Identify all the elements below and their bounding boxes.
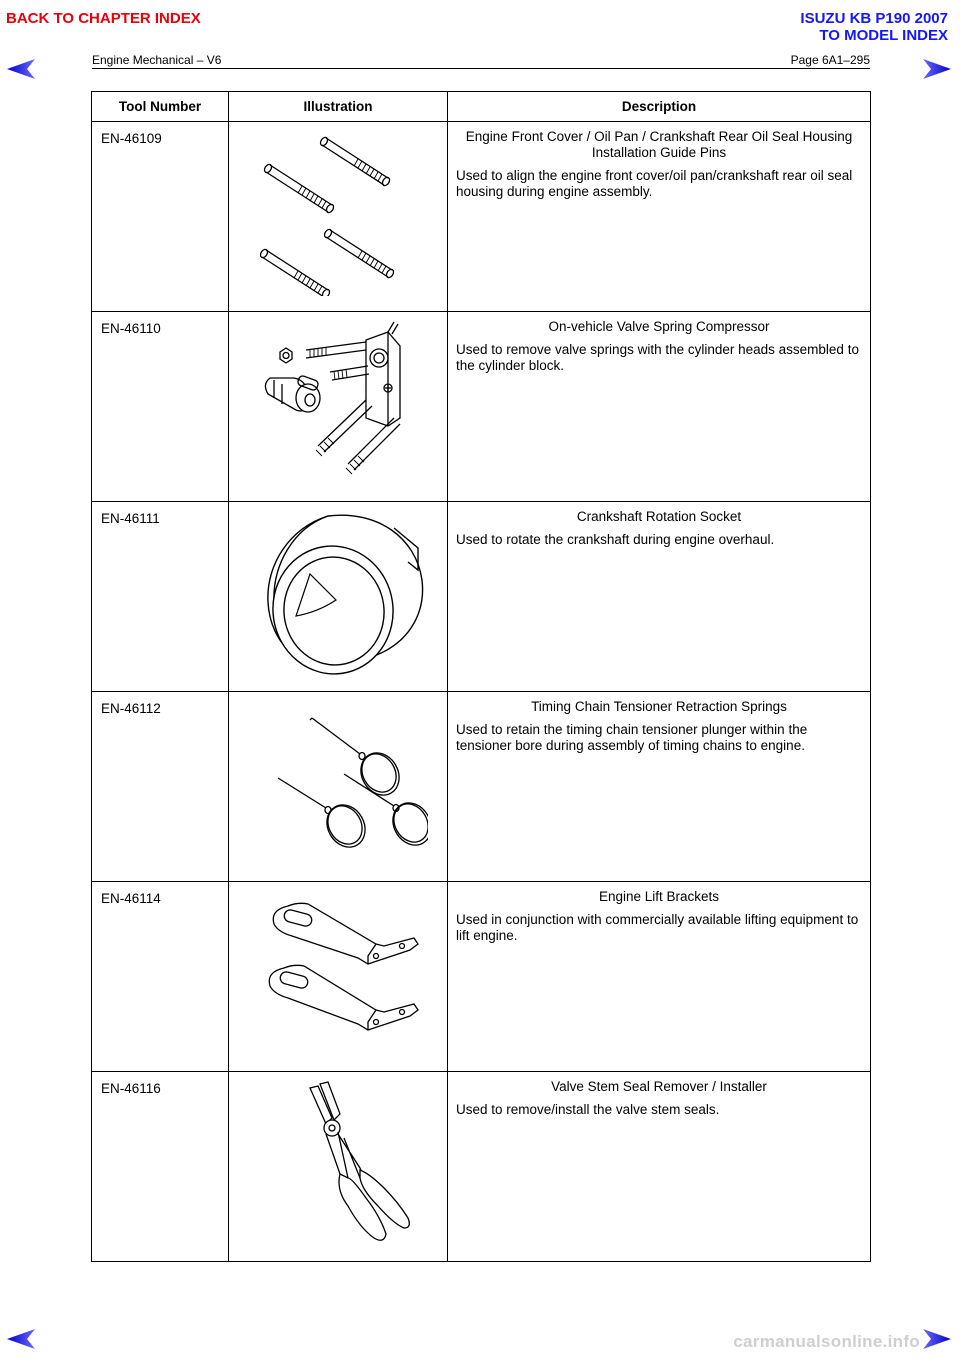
valve-spring-compressor-icon: [248, 318, 428, 486]
next-page-arrow-icon[interactable]: [922, 58, 952, 80]
next-page-arrow-icon[interactable]: [922, 1328, 952, 1350]
tool-number: EN-46109: [92, 122, 229, 312]
tool-illustration: [229, 692, 448, 882]
tool-title: Valve Stem Seal Remover / Installer: [551, 1079, 767, 1094]
tool-illustration: [229, 502, 448, 692]
to-model-index-label[interactable]: TO MODEL INDEX: [819, 27, 948, 44]
table-row: [92, 122, 871, 312]
column-header-illustration: Illustration: [229, 92, 448, 122]
tool-number: EN-46111: [92, 502, 229, 692]
lift-brackets-icon: [248, 888, 428, 1056]
column-header-description: Description: [448, 92, 871, 122]
tool-usage-text: Used to rotate the crankshaft during engine overhaul.: [456, 532, 775, 547]
tool-title: Timing Chain Tensioner Retraction Springs: [531, 699, 787, 714]
tool-description: [448, 312, 871, 502]
table-row: [92, 1072, 871, 1262]
watermark-site: carmanualsonline.info: [733, 1332, 920, 1351]
table-row: [92, 692, 871, 882]
tool-number: EN-46110: [92, 312, 229, 502]
tool-illustration: [229, 312, 448, 502]
tool-title: Crankshaft Rotation Socket: [576, 509, 742, 524]
tool-illustration: [229, 882, 448, 1072]
tool-usage-text: Used to remove/install the valve stem seals.: [456, 1102, 720, 1117]
page-number: Page 6A1–295: [790, 53, 870, 67]
rotation-socket-icon: [248, 508, 428, 676]
table-row: [92, 882, 871, 1072]
tool-number: EN-46114: [92, 882, 229, 1072]
tool-description: [448, 692, 871, 882]
tool-title: On-vehicle Valve Spring Compressor: [548, 319, 770, 334]
model-name: ISUZU KB P190 2007: [800, 10, 948, 27]
section-title: Engine Mechanical – V6: [92, 53, 222, 67]
tool-description: [448, 1072, 871, 1262]
tool-usage-text: Used to retain the timing chain tensioner plunger within the tensioner bore during assembly of timing chains to engine.: [456, 722, 808, 753]
model-index-link[interactable]: [800, 10, 948, 44]
tool-illustration: [229, 122, 448, 312]
tool-usage-text: Used to remove valve springs with the cylinder heads assembled to the cylinder block.: [456, 342, 859, 373]
tool-number: EN-46112: [92, 692, 229, 882]
tool-description: [448, 122, 871, 312]
table-row: [92, 312, 871, 502]
seal-pliers-icon: [248, 1078, 428, 1246]
tool-description: [448, 502, 871, 692]
guide-pins-icon: [248, 128, 428, 296]
header-rule: [92, 68, 870, 69]
tool-usage-text: Used in conjunction with commercially available lifting equipment to lift engine.: [456, 912, 859, 943]
table-row: [92, 502, 871, 692]
tool-usage-text: Used to align the engine front cover/oil pan/crankshaft rear oil seal housing during engine assembly.: [456, 168, 853, 199]
column-header-tool-number: Tool Number: [92, 92, 229, 122]
tool-number: EN-46116: [92, 1072, 229, 1262]
table-header-row: [92, 92, 871, 122]
tool-illustration: [229, 1072, 448, 1262]
tool-title: Engine Lift Brackets: [598, 889, 720, 904]
back-to-chapter-index-link[interactable]: BACK TO CHAPTER INDEX: [6, 10, 201, 27]
tool-description: [448, 882, 871, 1072]
prev-page-arrow-icon[interactable]: [6, 58, 36, 80]
prev-page-arrow-icon[interactable]: [6, 1328, 36, 1350]
retraction-springs-icon: [248, 698, 428, 866]
tools-table: [91, 91, 871, 1262]
tool-title: Engine Front Cover / Oil Pan / Crankshaft Rear Oil Seal Housing Installation Guide Pins: [465, 129, 853, 160]
